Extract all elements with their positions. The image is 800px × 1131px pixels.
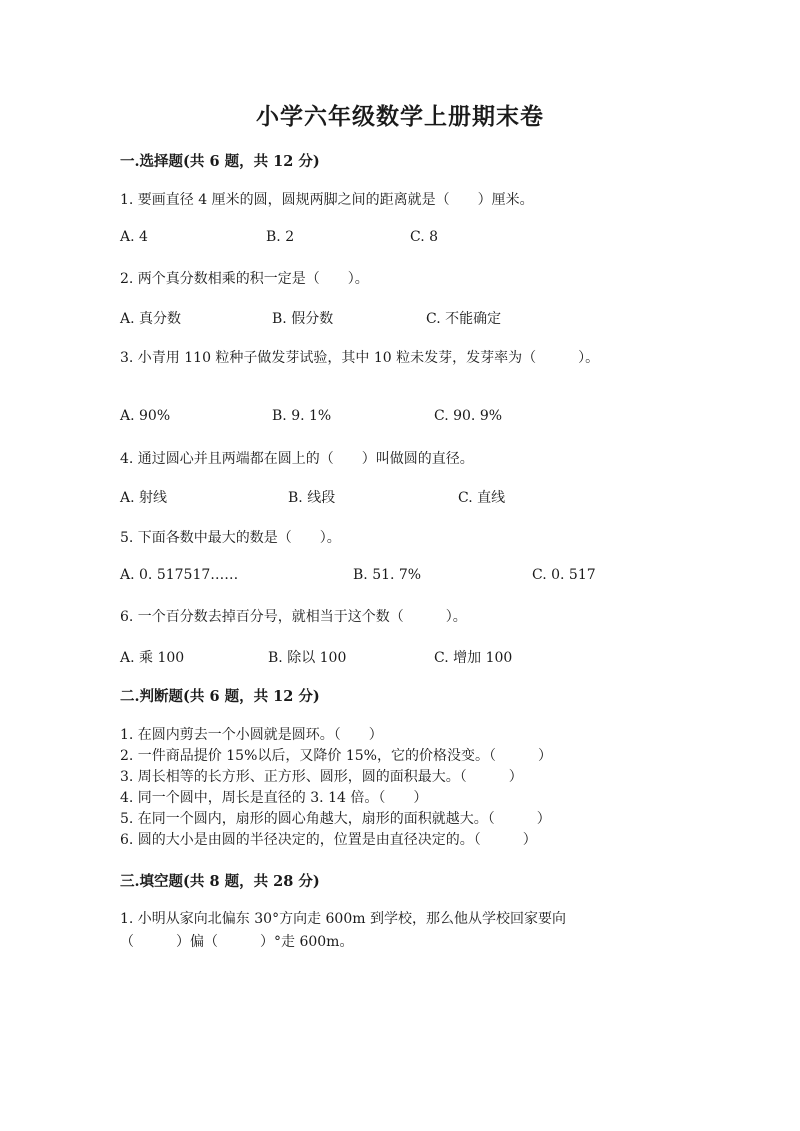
option-a: A. 0. 517517…… [120, 567, 239, 583]
question-3: 3. 小青用 110 粒种子做发芽试验，其中 10 粒未发芽，发芽率为（ ）。 [120, 350, 600, 366]
question-5: 5. 下面各数中最大的数是（ ）。 [120, 530, 341, 546]
true-false-item: 1. 在圆内剪去一个小圆就是圆环。（ ） [120, 727, 383, 743]
page-title: 小学六年级数学上册期末卷 [256, 103, 544, 130]
fill-blank-line: 1. 小明从家向北偏东 30°方向走 600m 到学校，那么他从学校回家要向 [120, 911, 566, 927]
option-a: A. 真分数 [120, 311, 182, 327]
true-false-item: 5. 在同一个圆内，扇形的圆心角越大，扇形的面积就越大。（ ） [120, 811, 551, 827]
question-2: 2. 两个真分数相乘的积一定是（ ）。 [120, 271, 369, 287]
question-1: 1. 要画直径 4 厘米的圆，圆规两脚之间的距离就是（ ）厘米。 [120, 192, 534, 208]
fill-blank-line: （ ）偏（ ）°走 600m。 [120, 934, 354, 950]
option-b: B. 9. 1% [272, 408, 332, 424]
option-a: A. 90% [120, 408, 171, 424]
option-c: C. 直线 [458, 490, 506, 506]
option-b: B. 除以 100 [268, 650, 347, 666]
true-false-item: 4. 同一个圆中，周长是直径的 3. 14 倍。（ ） [120, 790, 428, 806]
option-a: A. 乘 100 [120, 650, 185, 666]
option-b: B. 2 [266, 229, 295, 245]
section-heading-fill-blank: 三.填空题(共 8 题，共 28 分) [120, 873, 320, 890]
option-b: B. 线段 [288, 490, 336, 506]
section-heading-true-false: 二.判断题(共 6 题，共 12 分) [120, 688, 320, 705]
question-6: 6. 一个百分数去掉百分号，就相当于这个数（ ）。 [120, 609, 467, 625]
option-c: C. 0. 517 [532, 567, 596, 583]
true-false-item: 3. 周长相等的长方形、正方形、圆形，圆的面积最大。（ ） [120, 769, 523, 785]
option-c: C. 增加 100 [434, 650, 513, 666]
option-a: A. 4 [120, 229, 148, 245]
option-a: A. 射线 [120, 490, 168, 506]
option-c: C. 90. 9% [434, 408, 503, 424]
option-b: B. 51. 7% [353, 567, 422, 583]
option-b: B. 假分数 [272, 311, 334, 327]
option-c: C. 不能确定 [426, 311, 502, 327]
true-false-item: 6. 圆的大小是由圆的半径决定的，位置是由直径决定的。（ ） [120, 832, 537, 848]
section-heading-choice: 一.选择题(共 6 题，共 12 分) [120, 153, 320, 170]
option-c: C. 8 [410, 229, 439, 245]
true-false-item: 2. 一件商品提价 15%以后，又降价 15%，它的价格没变。（ ） [120, 748, 552, 764]
question-4: 4. 通过圆心并且两端都在圆上的（ ）叫做圆的直径。 [120, 451, 474, 467]
